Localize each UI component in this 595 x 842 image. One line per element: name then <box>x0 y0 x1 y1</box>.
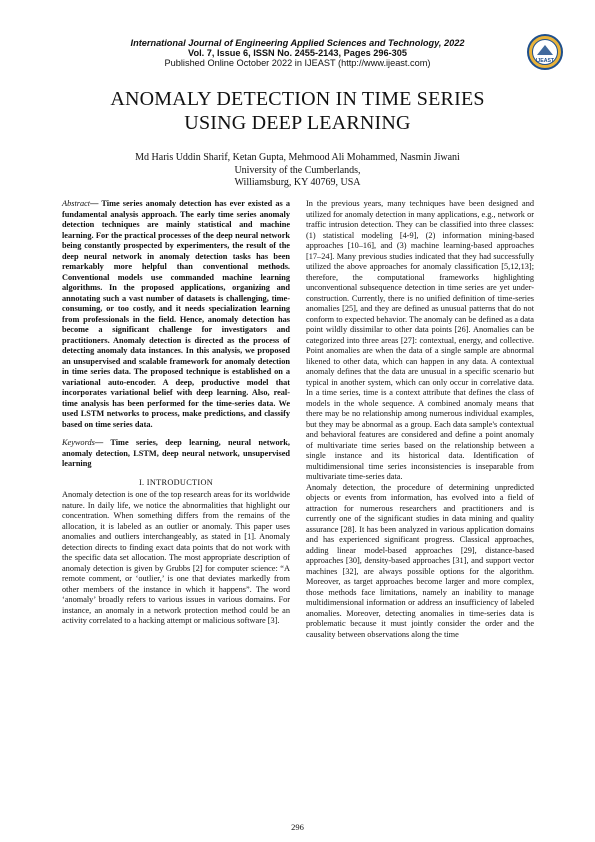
left-column <box>62 199 290 627</box>
journal-published: Published Online October 2022 in IJEAST (http://www.ijeast.com) <box>164 58 431 68</box>
paper-title <box>40 87 555 135</box>
journal-volume: Vol. 7, Issue 6, ISSN No. 2455-2143, Pages 296-305 <box>188 48 407 58</box>
keywords-label: Keywords <box>62 438 95 447</box>
journal-logo <box>527 34 563 70</box>
author-list: Md Haris Uddin Sharif, Ketan Gupta, Mehmood Ali Mohammed, Nasmin Jiwani <box>135 152 460 163</box>
title-line-2: USING DEEP LEARNING <box>184 112 411 134</box>
right-column <box>306 199 534 640</box>
keywords <box>62 438 290 470</box>
logo-text: IJEAST <box>535 58 555 64</box>
abstract-label: Abstract <box>62 199 91 208</box>
affiliation: University of the Cumberlands, <box>234 165 361 176</box>
keywords-text: — Time series, deep learning, neural network, anomaly detection, LSTM, deep neural network, unsupervised learning <box>62 438 290 468</box>
abstract <box>62 199 290 430</box>
journal-name: International Journal of Engineering Applied Sciences and Technology, 2022 <box>130 38 465 48</box>
right-paragraph-2: Anomaly detection, the procedure of determining unpredicted objects or events from information, has evolved into a field of attraction for numerous researchers and practitioners and is currently one of the significant studies in data mining and quality assurance [28]. It has been analyzed in various application domains and has experienced significant progress. Classical approaches, adding linear model-based approaches [29], distance-based approaches [30], density-based approaches [31], and support vector machines [32], are always possible options for the algorithm. Moreover, as target approaches become larger and more complex, those methods face limitations, namely an inability to manage multidimensional information or address an insufficiency of labeled anomalies. Moreover, detecting anomalies in time-series data is problematic because it must jointly consider the order and the causality between observations along the time <box>306 482 534 639</box>
page-number: 296 <box>291 822 304 832</box>
section-heading-introduction: I. INTRODUCTION <box>138 477 214 487</box>
abstract-text: — Time series anomaly detection has ever existed as a fundamental analysis approach. The early time series anomaly detection techniques are mainly statistical and machine learning. For the practical processes of the deep neural network being constantly prospected by experimenters, the result of the deep neural network in anomaly detection tasks has been remarkably more helpful than conventional methods. Conventional models use commanded machine learning algorithms. In the proposed applications, organizing and annotating such a vast number of datasets is challenging, time-consuming, or too costly, and it needs specialization learning from professionals in the field. Hence, anomaly detection has become a significant challenge for investigators and practitioners. Anomaly detection is directed as the process of detecting anomaly data instances. In this analysis, we proposed an unsupervised and scalable framework for anomaly detection in time series data. The proposed technique is established on a variational auto-encoder. A deep, productive model that incorporates variational belief with deep learning. Also, real-time analysis has been performed for the time-series data. We used LSTM networks to process, make predictions, and classify based on time series data. <box>62 199 290 429</box>
intro-paragraph-1: Anomaly detection is one of the top research areas for its worldwide nature. In daily life, we notice the abnormalities that highlight our concentration. When something differs from the remains of the allocation, it is labeled as an outlier or anomaly. This paper uses anomalies and outliers interchangeably, as stated in [1]. Anomaly detection directs to finding exact data points that do not work with the specific data set allocation. The most appropriate description of anomaly detection is given by Grubbs [2] for computer science: “A remote comment, or ‘outlier,’ is one that deviates markedly from other members of the instance in which it happens”. The word ‘anomaly’ broadly refers to various issues in various domains. For instance, an anomaly in a network protection method could be an activity correlated to a hacking attempt or malicious software [3]. <box>62 490 290 625</box>
title-line-1: ANOMALY DETECTION IN TIME SERIES <box>110 88 485 110</box>
right-paragraph-1: In the previous years, many techniques have been designed and utilized for anomaly detection in many applications, e.g., network or traffic intrusion detection. They can be classified into three classes: (1) statistical modeling [4-9], (2) information mining-based approaches [10–16], and (3) machine learning-based approaches [17–24]. Many previous studies indicated that they had successfully utilized the above approaches for anomaly classification [5,12,13]; therefore, the computational frameworks highlighting unconventional subsequence detection in time series are yet under-construction. Currently, there is no unified definition of time-series anomalies [25], and they are defined as unusual patterns that do not conform to expected behavior. The anomaly can be defined as a data point wildly dissimilar to other data points [26]. Anomalies can be categorized into three areas [27]: contextual, energy, and collective. Point anomalies are when the data of a single sample are abnormal likened to other data, which can happen in any data. A contextual anomaly defines that the data are unusual in a specific scenario but typical in another system, which can only occur in correlative data. In a time series, time is a context attribute that defines the class of models in the whole sequence. A combined anomaly means that there may be no relationship among numerous individual examples, but they may be abnormal as a group. Each data sample's contextual and behavioral features are considered and define a point anomaly of multivariate time series based on the relationship between a single instance and its historical data. Identification of multidimensional time series inconsistencies is inseparable from multivariate time-series data. <box>306 199 534 481</box>
address: Williamsburg, KY 40769, USA <box>234 177 361 188</box>
